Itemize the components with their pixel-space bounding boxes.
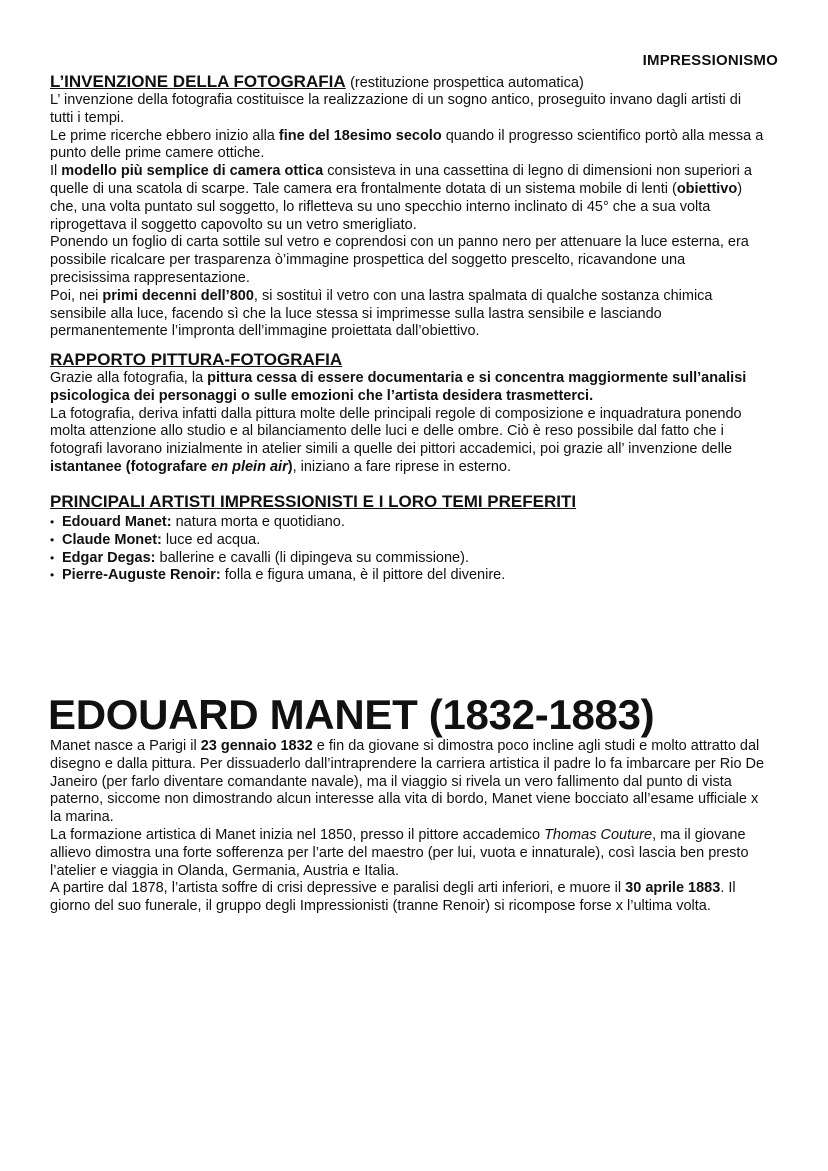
- section-title: RAPPORTO PITTURA-FOTOGRAFIA: [50, 350, 343, 369]
- list-item: • Claude Monet: luce ed acqua.: [50, 531, 261, 548]
- section-subtitle: (restituzione prospettica automatica): [350, 75, 584, 91]
- paragraph: Manet nasce a Parigi il 23 gennaio 1832 e fin da giovane si dimostra poco incline agli studi e molto attratto dal disegno e dalla pittura. Per dissuaderlo dall’intraprendere la carriera artistica il padre lo fa imbarcare per Rio De Janeiro (per farlo diventare comandante navale), ma il viaggio si rivela un vero fallimento dal punto di vista paterno, siccome non dimostrando alcun interesse alla vita di bordo, Manet viene bocciato all’esame ufficiale x la marina.: [50, 738, 765, 826]
- document-header: IMPRESSIONISMO: [642, 52, 778, 69]
- bullet-icon: •: [50, 568, 55, 583]
- artist-list: [50, 514, 766, 585]
- section-title: PRINCIPALI ARTISTI IMPRESSIONISTI E I LORO TEMI PREFERITI: [50, 492, 577, 511]
- paragraph: Le prime ricerche ebbero inizio alla fine del 18esimo secolo quando il progresso scientifico portò alla messa a punto delle prime camere ottiche.: [50, 127, 764, 162]
- paragraph: Il modello più semplice di camera ottica consisteva in una cassettina di legno di dimensioni non superiori a quelle di una scatola di scarpe. Tale camera era frontalmente dotata di un sistema mobile di lenti (obiettivo) che, una volta puntato sul soggetto, lo rifletteva su uno specchio interno inclinato di 45° che a sua volta riprogettava il soggetto capovolto su un vetro smerigliato.: [50, 163, 752, 233]
- section-heading: [50, 72, 766, 92]
- list-item: • Edgar Degas: ballerine e cavalli (li dipingeva su commissione).: [50, 549, 469, 566]
- paragraph: A partire dal 1878, l’artista soffre di crisi depressive e paralisi degli arti inferiori, e muore il 30 aprile 1883. Il giorno del suo funerale, il gruppo degli Impressionisti (tranne Renoir) si ricompose forse x l’ultima volta.: [50, 880, 736, 915]
- section-title: L’INVENZIONE DELLA FOTOGRAFIA: [50, 72, 346, 91]
- paragraph: La formazione artistica di Manet inizia nel 1850, presso il pittore accademico Thomas Couture, ma il giovane allievo dimostra una forte sofferenza per l’arte del maestro (per lui, vuota e innaturale), così lascia ben presto l’atelier e viaggia in Olanda, Germania, Austria e Italia.: [50, 826, 749, 879]
- paragraph: Ponendo un foglio di carta sottile sul vetro e coprendosi con un panno nero per attenuare la luce esterna, era possibile ricalcare per trasparenza ò’immagine prospettica del soggetto prescelto, ricavandone una precisissima rappresentazione.: [50, 234, 749, 286]
- section-principali-artisti: [50, 492, 766, 585]
- section-edouard-manet: [50, 690, 766, 916]
- paragraph: Poi, nei primi decenni dell’800, si sostituì il vetro con una lastra spalmata di qualche sostanza chimica sensibile alla luce, facendo sì che la luce stessa si imprimesse sulla lastra sensibile e lasciando permanentemente l’impronta dell’immagine proiettata dall’obiettivo.: [50, 287, 713, 340]
- paragraph: Grazie alla fotografia, la pittura cessa di essere documentaria e si concentra maggiormente sull’analisi psicologica dei personaggi o sulle emozioni che l’artista desidera trasmetterci.: [50, 370, 747, 404]
- bullet-icon: •: [50, 515, 55, 529]
- bullet-icon: •: [50, 550, 55, 565]
- section-invenzione-fotografia: [50, 72, 766, 341]
- list-item: • Pierre-Auguste Renoir: folla e figura umana, è il pittore del divenire.: [50, 567, 506, 584]
- paragraph: L’ invenzione della fotografia costituisce la realizzazione di un sogno antico, proseguito invano dagli artisti di tutti i tempi.: [50, 92, 742, 126]
- paragraph: La fotografia, deriva infatti dalla pittura molte delle principali regole di composizione e inquadratura ponendo molta attenzione allo studio e al bilanciamento delle luci e delle ombre. Ciò è reso possibile dal fatto che i fotografi lavorano inizialmente in atelier simili a quelle dei pittori accademici, poi grazie all’ invenzione delle istantanee (fotografare en plein air), iniziano a fare riprese in esterno.: [50, 405, 742, 475]
- list-item: • Edouard Manet: natura morta e quotidiano.: [50, 514, 345, 530]
- chapter-title: EDOUARD MANET (1832-1883): [48, 691, 655, 738]
- section-rapporto-pittura-fotografia: [50, 350, 766, 477]
- bullet-icon: •: [50, 532, 55, 547]
